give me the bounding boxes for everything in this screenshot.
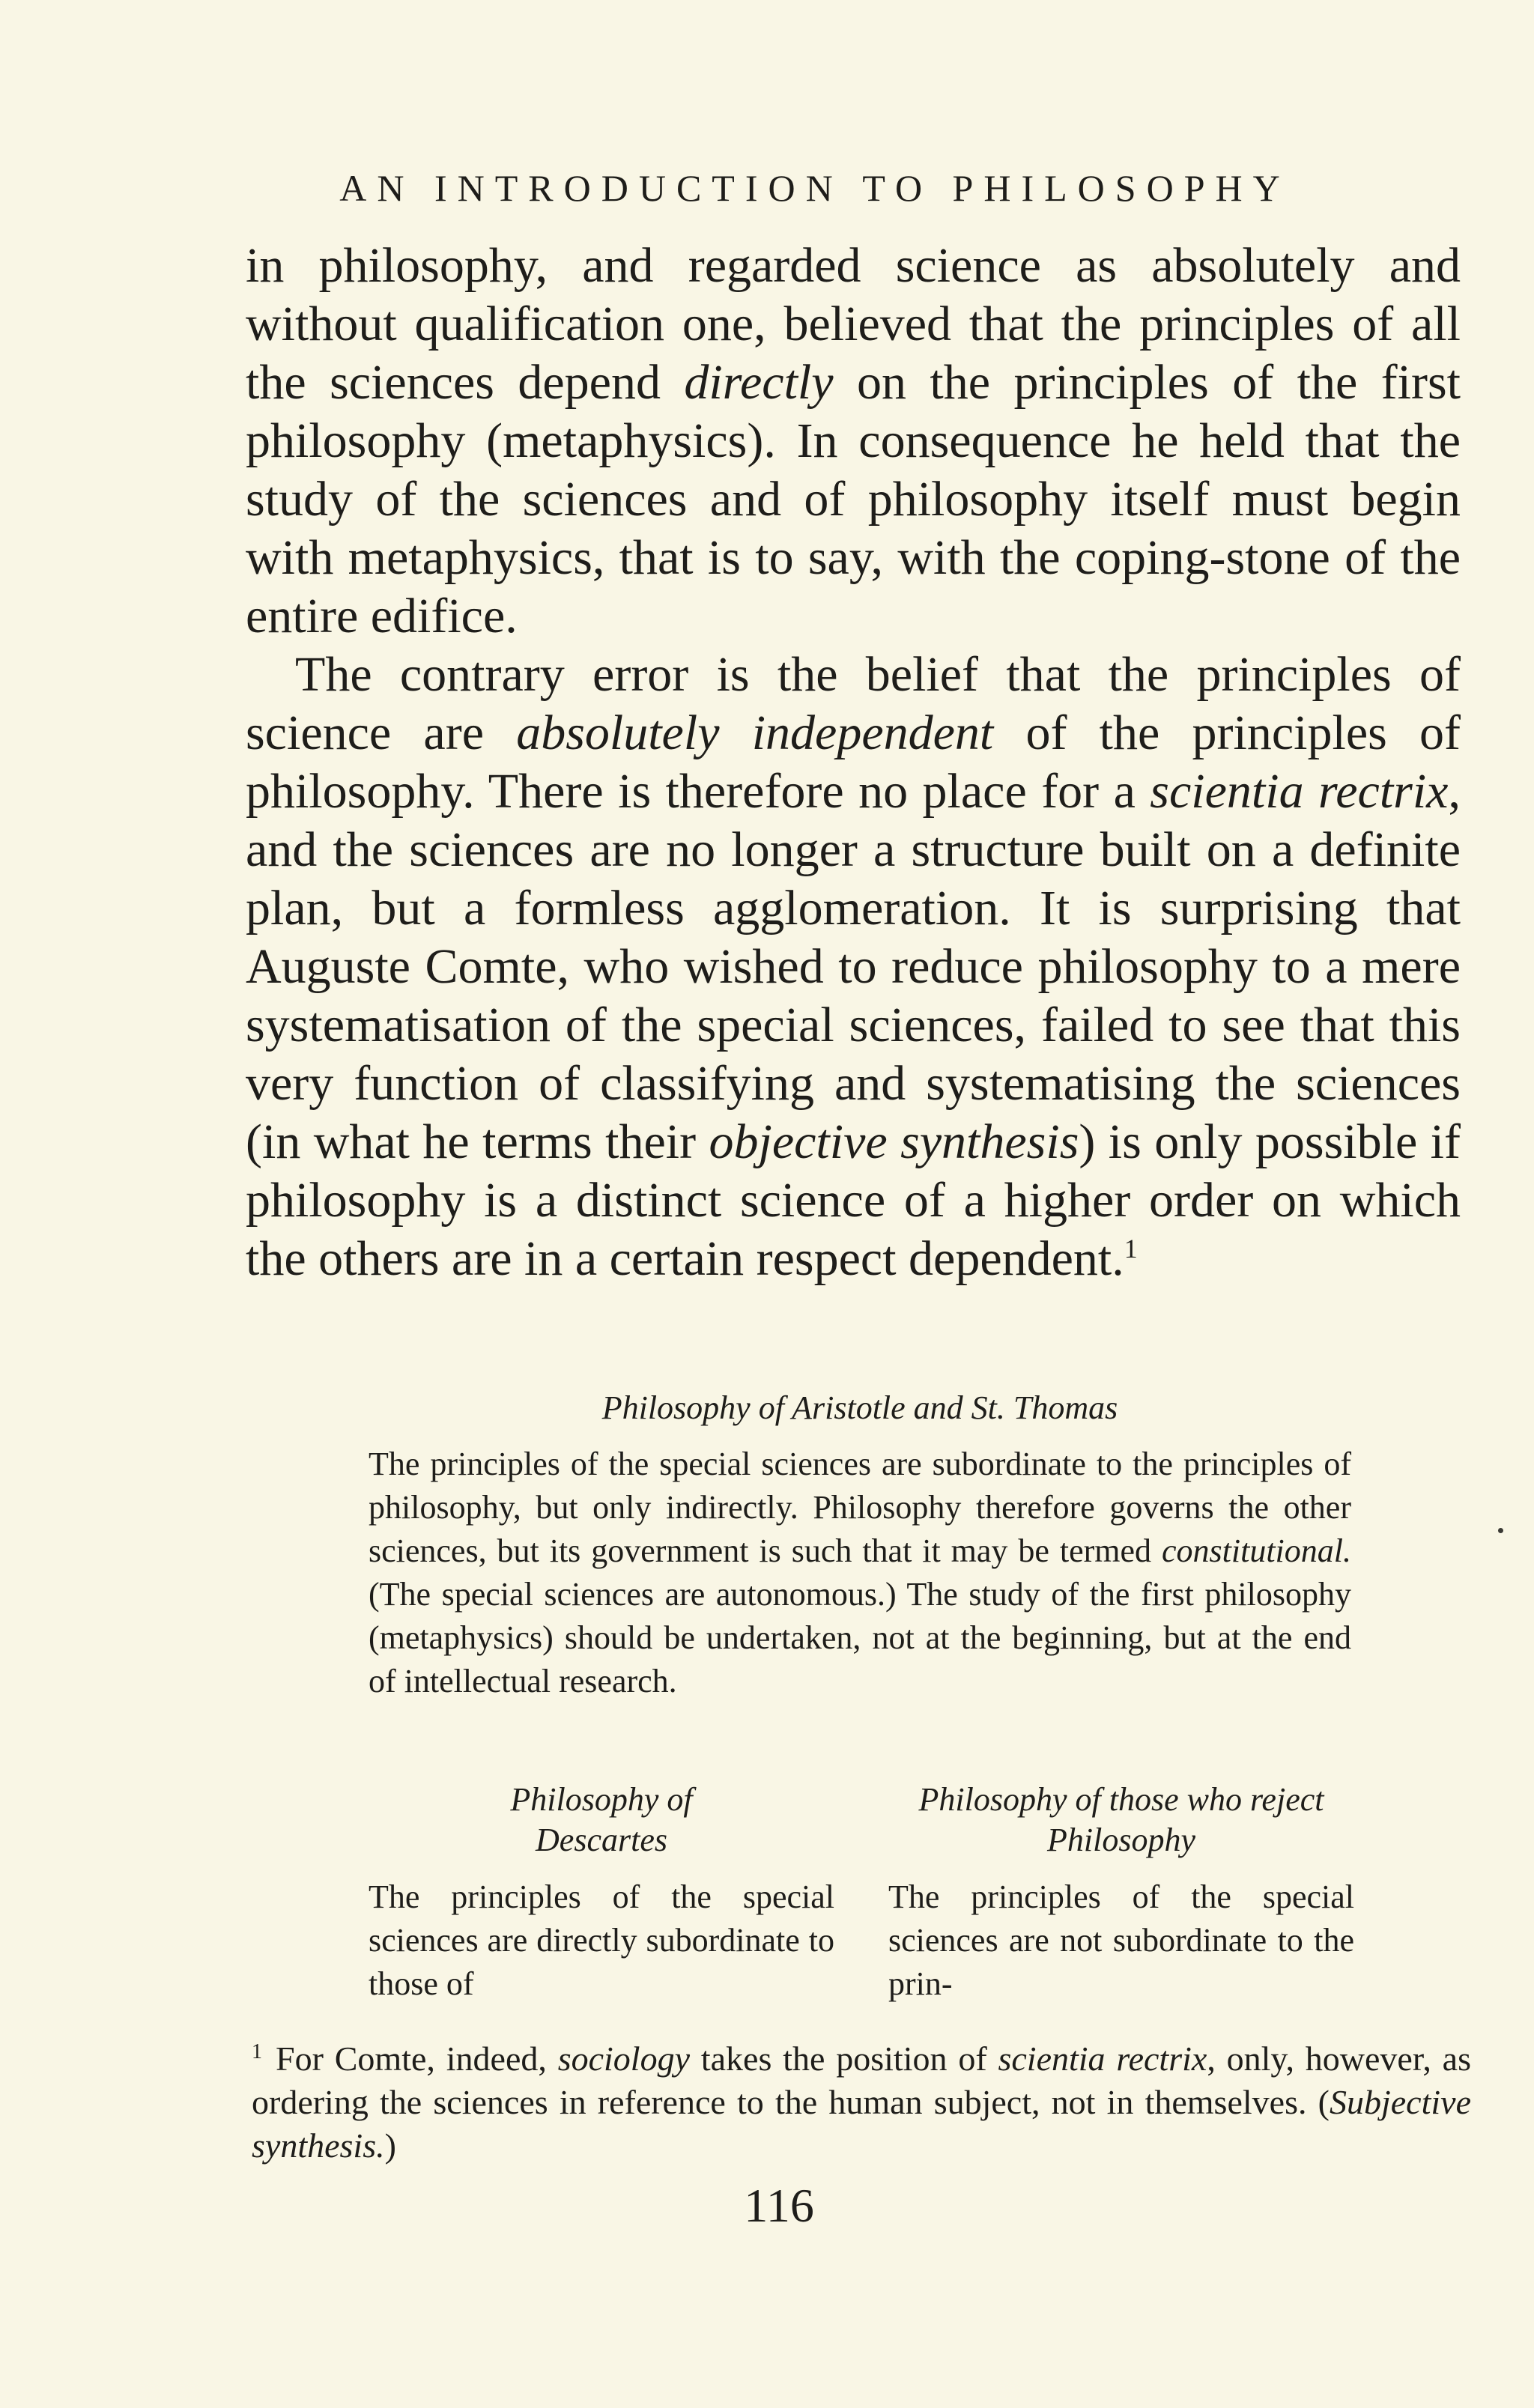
italic-phrase: directly [684, 355, 834, 410]
stray-mark [1498, 1528, 1503, 1533]
main-text [246, 237, 1461, 1288]
italic-phrase: constitutional. [1162, 1532, 1351, 1569]
text-run: of the principles of philosophy. There is therefore no place for a [246, 706, 1461, 819]
rejecters-heading-line2: Philosophy [1047, 1822, 1195, 1858]
descartes-column [369, 1780, 834, 2006]
italic-phrase: sociology [557, 2039, 690, 2078]
italic-phrase: absolutely independent [516, 706, 994, 760]
aristotle-thomas-heading: Philosophy of Aristotle and St. Thomas [601, 1389, 1118, 1426]
text-run: The principles of the special sciences are subordinate to the principles of philosophy, but only indirectly. Philosophy therefore governs the other sciences, but its government is such that it may be termed [369, 1446, 1351, 1569]
descartes-heading-line1: Philosophy of [510, 1781, 693, 1818]
descartes-body: The principles of the special sciences are directly subordinate to those of [369, 1878, 834, 2002]
rejecters-body: The principles of the special sciences are not subordinate to the prin- [888, 1878, 1354, 2002]
footnote [252, 2037, 1471, 2168]
footnote-body [252, 2039, 1471, 2165]
text-run: The contrary error is the belief that the principles of science are [246, 647, 1461, 760]
footnote-mark: 1 [252, 2039, 262, 2063]
running-head: AN INTRODUCTION TO PHILOSOPHY [339, 167, 1291, 209]
italic-phrase: Subjective synthesis. [252, 2083, 1471, 2165]
paragraph-2 [246, 646, 1461, 1288]
descartes-heading [369, 1780, 834, 1860]
rejecters-column [888, 1780, 1354, 2006]
descartes-heading-line2: Descartes [536, 1822, 667, 1858]
text-run: For Comte, indeed, [276, 2039, 558, 2078]
aristotle-thomas-section [369, 1387, 1351, 1703]
text-run: (The special sciences are autonomous.) The study of the first philosophy (metaphysics) should be undertaken, not at the beginning, but at the end of intellectual research. [369, 1576, 1351, 1699]
text-run: , and the sciences are no longer a structure built on a definite plan, but a formless agglomeration. It is surprising that Auguste Comte, who wished to reduce philosophy to a mere systematisation of the special sciences, failed to see that this very function of classifying and systematising the sciences (in what he terms their [246, 764, 1461, 1169]
text-run: on the principles of the first philosophy (metaphysics). In consequence he held that the study of the sciences and of philosophy itself must begin with metaphysics, that is to say, with the coping-stone of the entire edifice. [246, 355, 1461, 643]
text-run: in philosophy, and regarded science as absolutely and without qualification one, believed that the principles of all the sciences depend [246, 238, 1461, 410]
footnote-reference: 1 [1124, 1234, 1138, 1264]
text-run: takes the position of [690, 2039, 998, 2078]
text-run: , only, however, as ordering the sciences in reference to the human subject, not in themselves. ( [252, 2039, 1471, 2121]
paragraph-1 [246, 237, 1461, 646]
rejecters-heading [888, 1780, 1354, 1860]
text-run: ) is only possible if philosophy is a distinct science of a higher order on which the others are in a certain respect dependent. [246, 1114, 1461, 1286]
aristotle-thomas-body [369, 1443, 1351, 1703]
italic-phrase: scientia rectrix [998, 2039, 1207, 2078]
text-run: ) [384, 2126, 396, 2165]
italic-phrase: scientia rectrix [1150, 764, 1449, 819]
page-number: 116 [744, 2179, 814, 2232]
rejecters-heading-line1: Philosophy of those who reject [918, 1781, 1324, 1818]
italic-phrase: objective synthesis [709, 1114, 1079, 1169]
